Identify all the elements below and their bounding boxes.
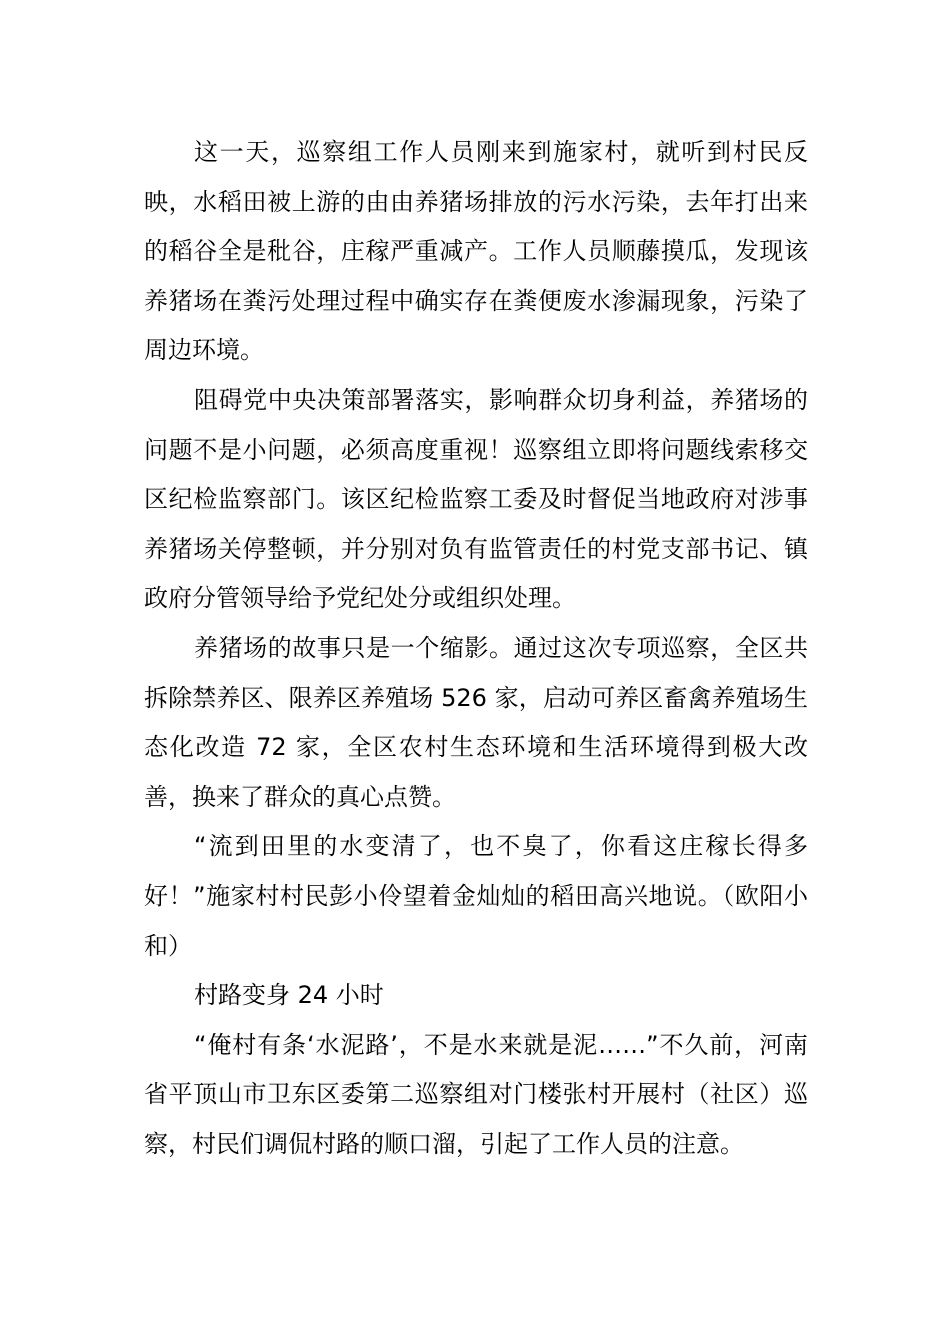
paragraph-1: 这一天，巡察组工作人员刚来到施家村，就听到村民反映，水稻田被上游的由由养猪场排放的污水污染，去年打出来的稻谷全是秕谷，庄稼严重减产。工作人员顺藤摸瓜，发现该养猪场在粪污处理过程中确实存在粪便废水渗漏现象，污染了周边环境。 [144,138,808,365]
paragraph-2: 阻碍党中央决策部署落实，影响群众切身利益，养猪场的问题不是小问题，必须高度重视！巡察组立即将问题线索移交区纪检监察部门。该区纪检监察工委及时督促当地政府对涉事养猪场关停整顿，并分别对负有监管责任的村党支部书记、镇政府分管领导给予党纪处分或组织处理。 [144,385,808,613]
paragraph-3: 养猪场的故事只是一个缩影。通过这次专项巡察，全区共拆除禁养区、限养区养殖场 526 家，启动可养区畜禽养殖场生态化改造 72 家，全区农村生态环境和生活环境得到极大改善，换来了群众的真心点赞。 [144,633,808,811]
section-heading: 村路变身 24 小时 [194,981,384,1010]
paragraph-5: “俺村有条‘水泥路’，不是水来就是泥……”不久前，河南省平顶山市卫东区委第二巡察组对门楼张村开展村（社区）巡察，村民们调侃村路的顺口溜，引起了工作人员的注意。 [144,1030,808,1158]
paragraph-4: “流到田里的水变清了，也不臭了，你看这庄稼长得多好！”施家村村民彭小伶望着金灿灿的稻田高兴地说。（欧阳小和） [144,832,808,960]
document-body [144,128,808,1169]
